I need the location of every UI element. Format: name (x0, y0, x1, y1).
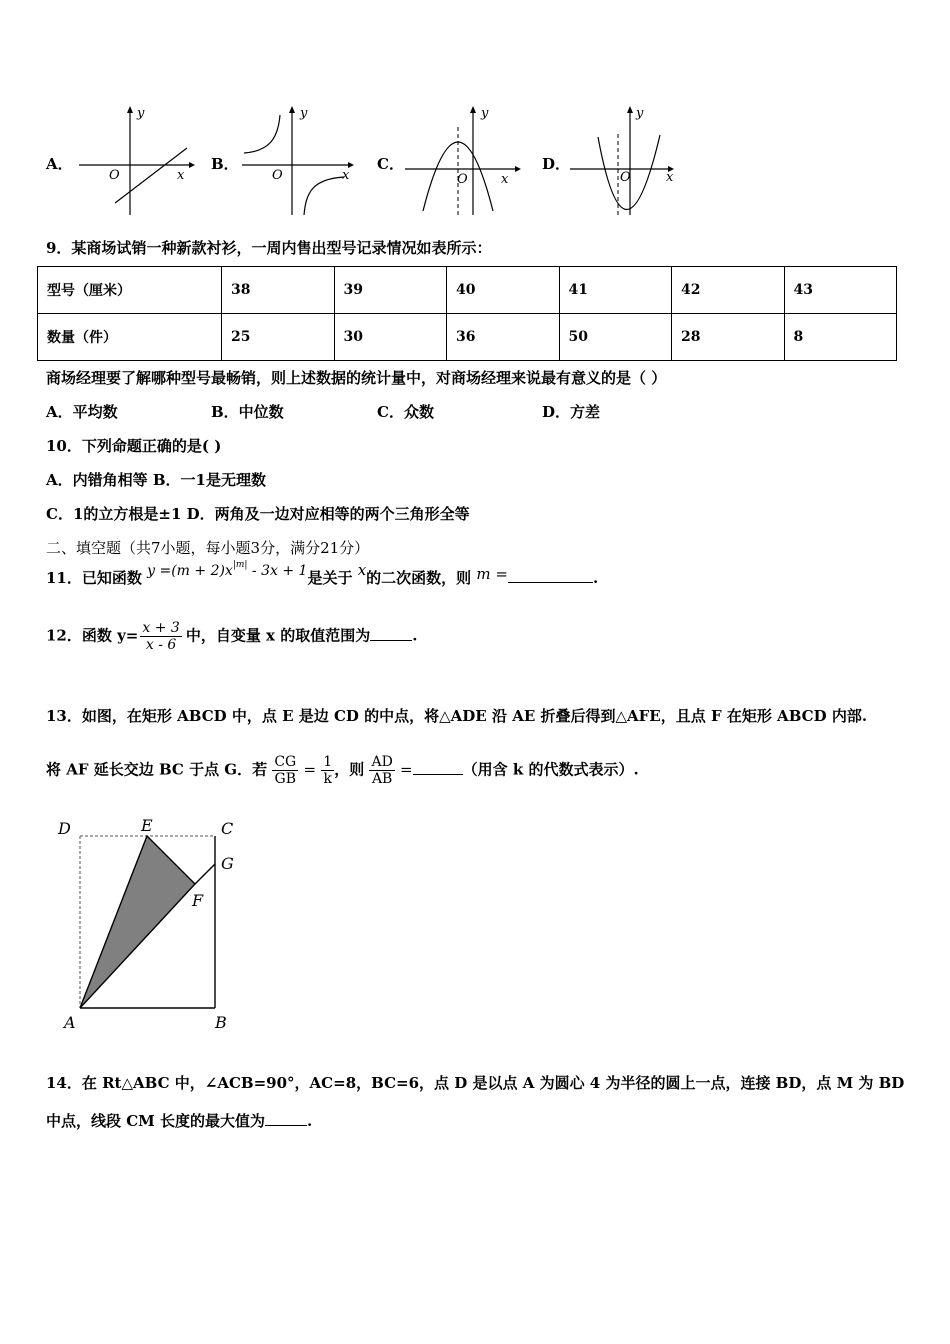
q14-line2-text: 中点，线段 CM 长度的最大值为 (46, 1112, 265, 1130)
frac-numerator: CG (274, 754, 297, 770)
table-cell: 43 (784, 267, 897, 314)
table-cell: 50 (559, 314, 672, 361)
table-cell: 25 (222, 314, 335, 361)
table-cell: 40 (447, 267, 560, 314)
x-axis-arrow (515, 166, 521, 172)
q11-suffix: 的二次函数，则 (366, 569, 472, 587)
q14-answer-blank[interactable] (265, 1125, 307, 1126)
label-b: B (215, 1013, 227, 1032)
table-cell: 39 (334, 267, 447, 314)
label-d: D (58, 819, 71, 838)
q11-formula (147, 560, 308, 579)
y-axis-arrow (627, 106, 633, 113)
q12-fraction (140, 620, 181, 653)
label-e: E (141, 816, 153, 835)
q9-option-a: A．平均数 (46, 403, 118, 421)
table-cell: 30 (334, 314, 447, 361)
q9-question: 商场经理要了解哪种型号最畅销，则上述数据的统计量中，对商场经理来说最有意义的是（ ） (46, 369, 667, 387)
q9-stem: 9．某商场试销一种新款衬衫，一周内售出型号记录情况如表所示： (46, 239, 492, 257)
q13-fraction-ad-ab (369, 754, 394, 787)
hyperbola-branch-right (304, 177, 344, 215)
table-cell: 28 (672, 314, 785, 361)
q13-line2-prefix: 将 AF 延长交边 BC 于点 G．若 (46, 760, 268, 779)
graph-b-hyperbola (240, 103, 355, 218)
q13-rectangle-figure (55, 812, 255, 1037)
q12 (46, 620, 417, 653)
q11-var: x (357, 561, 367, 579)
q9-option-c: C．众数 (377, 403, 434, 421)
q10-options-line2: C．1的立方根是±1 D．两角及一边对应相等的两个三角形全等 (46, 505, 470, 523)
table-header-cell: 数量（件） (38, 314, 222, 361)
graph-a-linear (75, 103, 195, 218)
label-f: F (192, 891, 204, 910)
y-axis-arrow (470, 106, 476, 113)
q11-middle: 是关于 (307, 569, 353, 587)
y-label: y (636, 106, 644, 121)
q12-answer-blank[interactable] (370, 640, 412, 641)
q12-numerator: x + 3 (142, 620, 180, 636)
q13-eq: = (303, 760, 317, 779)
x-label: x (342, 168, 350, 183)
x-axis-arrow (189, 162, 195, 168)
origin-label: O (109, 168, 120, 183)
label-c: C (221, 819, 234, 838)
x-label: x (666, 170, 674, 185)
frac-numerator: AD (371, 754, 393, 770)
q11-formula-tail: - 3x + 1 (247, 563, 308, 579)
q11-formula-exponent: |m| (232, 560, 248, 570)
table-cell: 36 (447, 314, 560, 361)
x-label: x (177, 168, 185, 183)
table-cell: 38 (222, 267, 335, 314)
table-row (38, 267, 897, 314)
q12-suffix: 中，自变量 x 的取值范围为 (185, 626, 371, 645)
q12-prefix: 12．函数 y= (46, 626, 139, 645)
y-label: y (137, 106, 145, 121)
q9-option-d: D．方差 (542, 403, 601, 421)
q13-suffix: （用含 k 的代数式表示）. (462, 760, 639, 779)
y-axis-arrow (289, 106, 295, 113)
segment-fg (195, 864, 215, 884)
frac-denominator: GB (274, 771, 297, 787)
x-label: x (501, 172, 509, 187)
q13-line1: 13．如图，在矩形 ABCD 中，点 E 是边 CD 的中点，将△ADE 沿 AE 折叠后得到△AFE，且点 F 在矩形 ABCD 内部. (46, 707, 868, 725)
q11-prefix: 11．已知函数 (46, 569, 142, 587)
triangle-afe (80, 836, 195, 1008)
q13-eq2: = (400, 760, 413, 779)
q12-end: . (412, 626, 418, 645)
y-label: y (481, 106, 489, 121)
q10-options-line1: A．内错角相等 B．一1是无理数 (46, 471, 266, 489)
q11-answer-blank[interactable] (508, 582, 593, 583)
table-cell: 42 (672, 267, 785, 314)
q11-formula-main: y =(m + 2)x (147, 563, 233, 579)
q14-line2 (46, 1110, 312, 1131)
frac-denominator: AB (371, 771, 393, 787)
table-header-cell: 型号（厘米） (38, 267, 222, 314)
option-d-label: D． (542, 155, 571, 173)
q13-answer-blank[interactable] (413, 774, 463, 775)
q11-m-eq: m = (476, 565, 508, 583)
option-a-label: A． (46, 155, 73, 173)
q10-stem: 10．下列命题正确的是( ) (46, 437, 222, 455)
graph-c-parabola-down (403, 103, 523, 218)
origin-label: O (457, 172, 468, 187)
q9-table (37, 266, 897, 361)
q14-line1: 14．在 Rt△ABC 中，∠ACB=90°，AC=8，BC=6，点 D 是以点 A 为圆心 4 为半径的圆上一点，连接 BD，点 M 为 BD (46, 1074, 905, 1092)
q13-mid: ，则 (334, 760, 365, 779)
graph-d-parabola-up (568, 103, 683, 218)
q11 (46, 560, 599, 588)
table-cell: 8 (784, 314, 897, 361)
q9-option-b: B．中位数 (211, 403, 284, 421)
label-a: A (64, 1013, 76, 1032)
q13-line2 (46, 754, 639, 787)
q12-denominator: x - 6 (145, 637, 177, 653)
section-2-heading: 二、填空题（共7小题，每小题3分，满分21分） (46, 539, 370, 557)
table-cell: 41 (559, 267, 672, 314)
y-label: y (300, 106, 308, 121)
q14-end: . (307, 1112, 313, 1130)
origin-label: O (272, 168, 283, 183)
option-c-label: C． (377, 155, 404, 173)
frac-denominator: k (323, 771, 332, 787)
table-row (38, 314, 897, 361)
q13-fraction-cg-gb (272, 754, 298, 787)
hyperbola-branch-left (244, 115, 280, 153)
label-g: G (221, 854, 234, 873)
q13-fraction-1-k (321, 754, 334, 787)
frac-numerator: 1 (323, 754, 333, 770)
origin-label: O (620, 170, 631, 185)
q11-end: . (592, 569, 599, 587)
option-b-label: B． (211, 155, 239, 173)
y-axis-arrow (127, 106, 133, 113)
